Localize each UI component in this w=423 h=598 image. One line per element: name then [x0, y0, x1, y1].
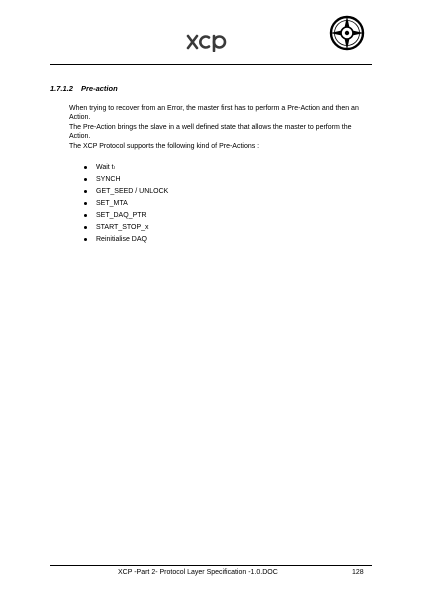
bullet-icon	[84, 214, 87, 217]
paragraph-pre-action-purpose: The Pre-Action brings the slave in a well defined state that allows the master to perform the Action.	[69, 124, 352, 140]
list-item: SYNCH	[84, 174, 168, 186]
bullet-icon	[84, 166, 87, 169]
pre-action-list	[84, 162, 168, 246]
bullet-icon	[84, 226, 87, 229]
list-item: GET_SEED / UNLOCK	[84, 186, 168, 198]
section-number: 1.7.1.2	[50, 84, 73, 93]
paragraph-recover-from-error: When trying to recover from an Error, the master first has to perform a Pre-Action and then an Action.	[69, 105, 359, 121]
xcp-logo	[186, 28, 228, 52]
footer-page-number: 128	[352, 569, 364, 576]
list-item: Wait tₗ	[84, 162, 168, 174]
list-item: START_STOP_x	[84, 222, 168, 234]
list-item: Reinitialise DAQ	[84, 234, 168, 246]
list-item: SET_MTA	[84, 198, 168, 210]
footer-divider	[50, 565, 372, 566]
bullet-icon	[84, 178, 87, 181]
section-title: Pre-action	[81, 84, 118, 93]
bullet-icon	[84, 238, 87, 241]
bullet-icon	[84, 190, 87, 193]
list-item: SET_DAQ_PTR	[84, 210, 168, 222]
compass-rose-emblem-icon	[329, 15, 365, 51]
bullet-icon	[84, 202, 87, 205]
header-divider	[50, 64, 372, 65]
footer-document-title: XCP -Part 2- Protocol Layer Specification -1.0.DOC	[118, 569, 278, 576]
paragraph-supported-pre-actions: The XCP Protocol supports the following kind of Pre-Actions :	[69, 143, 260, 150]
section-heading	[50, 84, 118, 93]
